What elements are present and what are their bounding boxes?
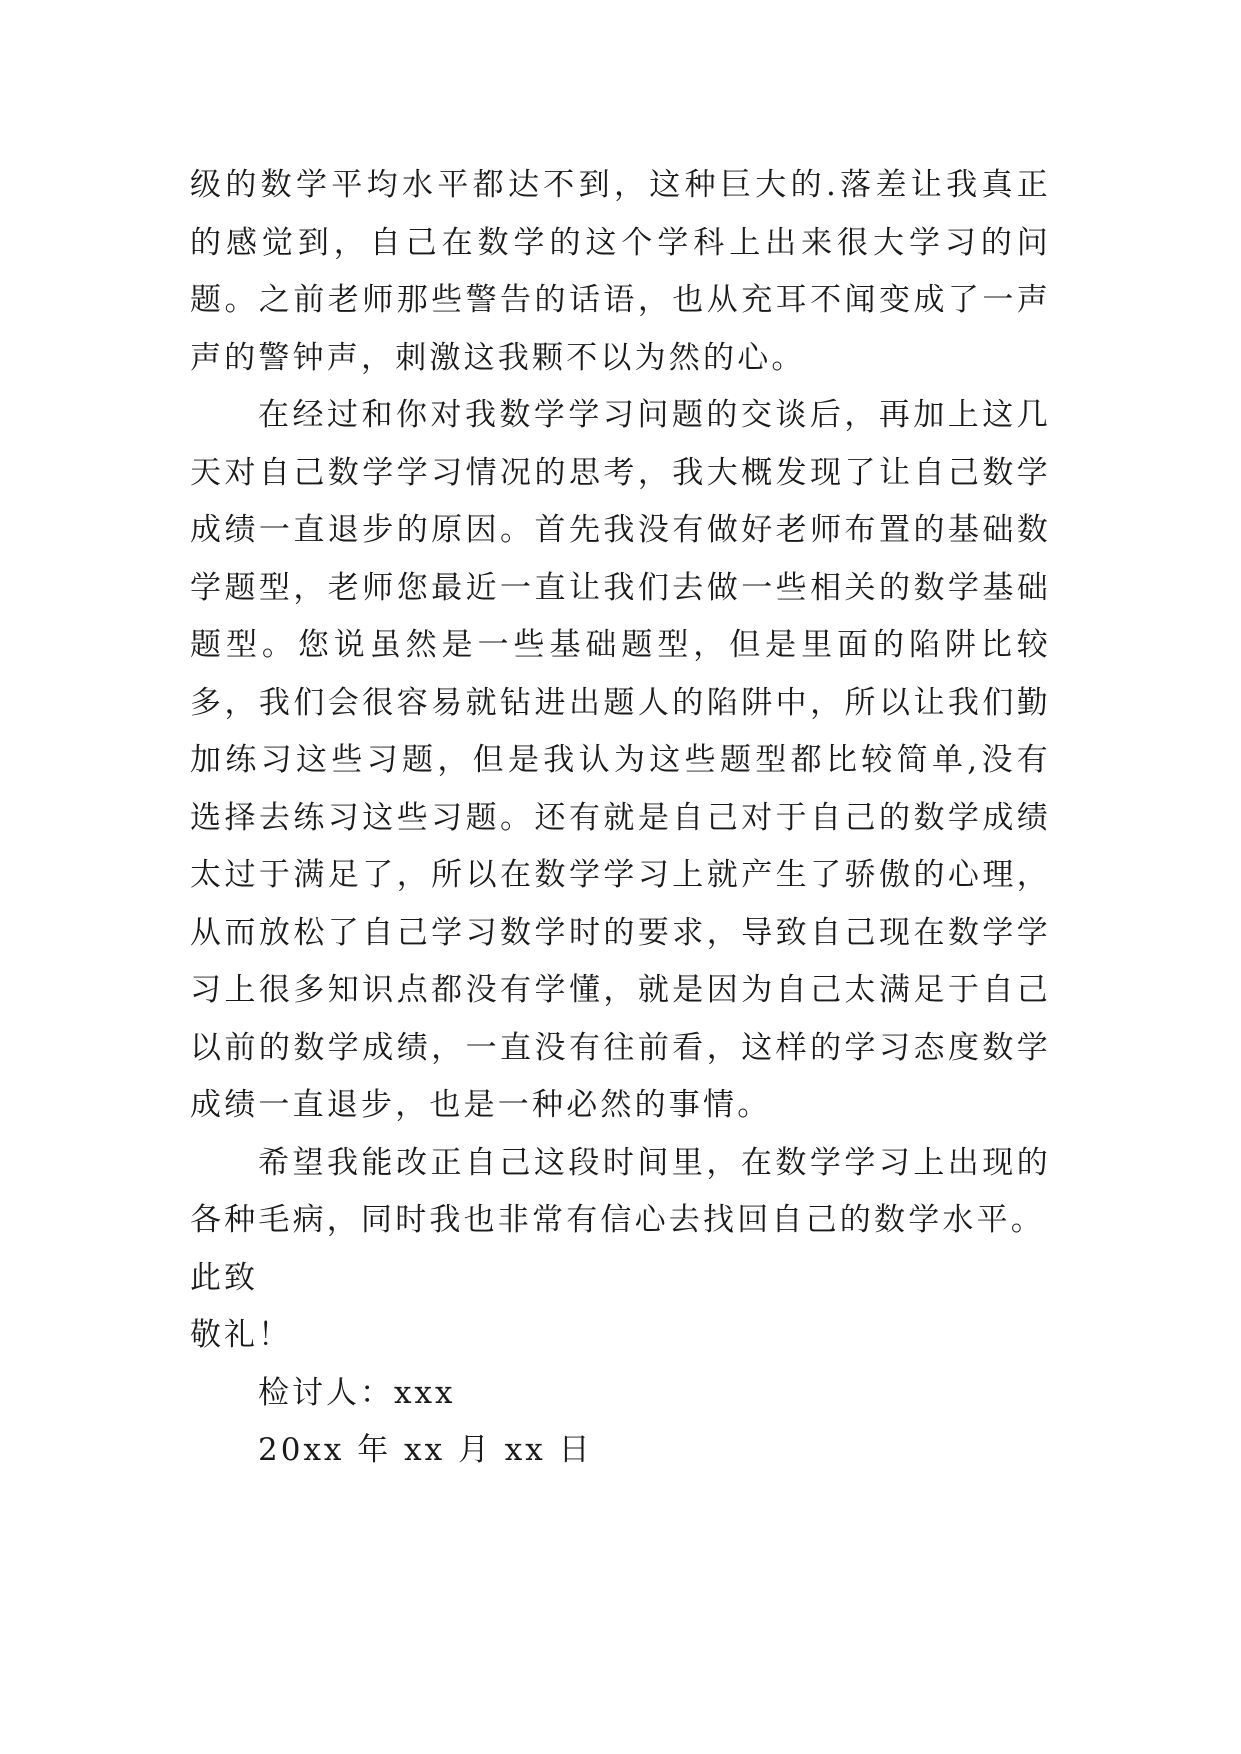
closing-regards: 敬礼！ (190, 1317, 292, 1353)
date-line: 20xx 年 xx 月 xx 日 (258, 1432, 593, 1468)
body-paragraph-2: 在经过和你对我数学学习问题的交谈后，再加上这几天对自己数学学习情况的思考，我大概发现了让自己数学成绩一直退步的原因。首先我没有做好老师布置的基础数学题型，老师您最近一直让我们去做一些相关的数学基础题型。您说虽然是一些基础题型，但是里面的陷阱比较多，我们会很容易就钻进出题人的陷阱中，所以让我们勤加练习这些习题，但是我认为这些题型都比较简单,没有选择去练习这些习题。还有就是自己对于自己的数学成绩太过于满足了，所以在数学学习上就产生了骄傲的心理，从而放松了自己学习数学时的要求，导致自己现在数学学习上很多知识点都没有学懂，就是因为自己太满足于自己以前的数学成绩，一直没有往前看，这样的学习态度数学成绩一直退步，也是一种必然的事情。 (190, 397, 1051, 1123)
body-paragraph-1: 级的数学平均水平都达不到，这种巨大的.落差让我真正的感觉到，自己在数学的这个学科上出来很大学习的问题。之前老师那些警告的话语，也从充耳不闻变成了一声声的警钟声，刺激这我颗不以为然的心。 (190, 167, 1051, 376)
body-paragraph-3: 希望我能改正自己这段时间里，在数学学习上出现的各种毛病，同时我也非常有信心去找回自己的数学水平。 (190, 1144, 1051, 1238)
signer-line: 检讨人：xxx (258, 1374, 456, 1411)
closing-salutation: 此致 (190, 1259, 258, 1296)
